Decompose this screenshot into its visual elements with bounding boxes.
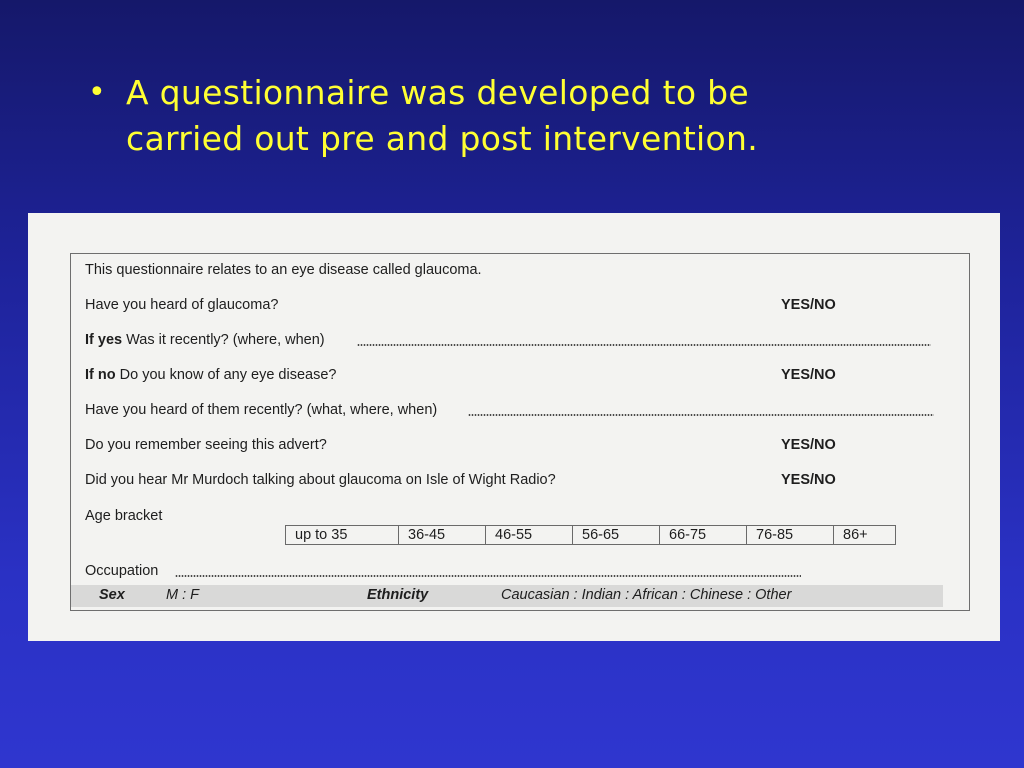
question-if-no [85, 367, 336, 383]
question-radio: Did you hear Mr Murdoch talking about glaucoma on Isle of Wight Radio? [85, 472, 556, 488]
answer-heard-glaucoma: YES/NO [781, 297, 836, 313]
bullet-text-1: A questionnaire was developed to be [126, 73, 749, 112]
questionnaire-scan [28, 213, 1000, 641]
age-cell: 76-85 [747, 526, 834, 545]
slide-bullet [88, 70, 948, 162]
age-cell: 46-55 [486, 526, 573, 545]
sex-label: Sex [99, 587, 125, 603]
sex-options: M : F [166, 587, 200, 603]
demographics-strip [71, 585, 943, 607]
age-bracket-table [285, 525, 896, 545]
answer-eye-disease: YES/NO [781, 367, 836, 383]
age-cell: 86+ [834, 526, 896, 545]
answer-line-what-where [468, 414, 934, 416]
age-cell: up to 35 [286, 526, 399, 545]
bullet-line-1 [88, 70, 948, 116]
age-cell: 66-75 [660, 526, 747, 545]
occupation-label: Occupation [85, 563, 159, 579]
question-if-yes [85, 332, 325, 348]
if-no-label: If no [85, 367, 116, 383]
answer-radio: YES/NO [781, 472, 836, 488]
ethnicity-label: Ethnicity [367, 587, 429, 603]
question-heard-glaucoma: Have you heard of glaucoma? [85, 297, 279, 313]
questionnaire-form [70, 253, 970, 611]
bullet-line-2 [88, 116, 948, 162]
age-bracket-label: Age bracket [85, 508, 163, 524]
ethnicity-options: Caucasian : Indian : African : Chinese : Other [501, 587, 792, 603]
form-intro: This questionnaire relates to an eye disease called glaucoma. [85, 262, 482, 278]
answer-advert: YES/NO [781, 437, 836, 453]
bullet-text-2: carried out pre and post intervention. [126, 119, 759, 158]
age-cell: 56-65 [573, 526, 660, 545]
if-no-question: Do you know of any eye disease? [115, 367, 337, 383]
if-yes-label: If yes [85, 332, 123, 348]
question-heard-recently: Have you heard of them recently? (what, where, when) [85, 402, 438, 418]
if-yes-question: Was it recently? (where, when) [122, 332, 325, 348]
age-cell: 36-45 [399, 526, 486, 545]
age-bracket-row [286, 526, 896, 545]
bullet-symbol: • [88, 75, 106, 110]
occupation-line [175, 575, 801, 577]
answer-line-recently [357, 344, 931, 346]
question-advert: Do you remember seeing this advert? [85, 437, 327, 453]
